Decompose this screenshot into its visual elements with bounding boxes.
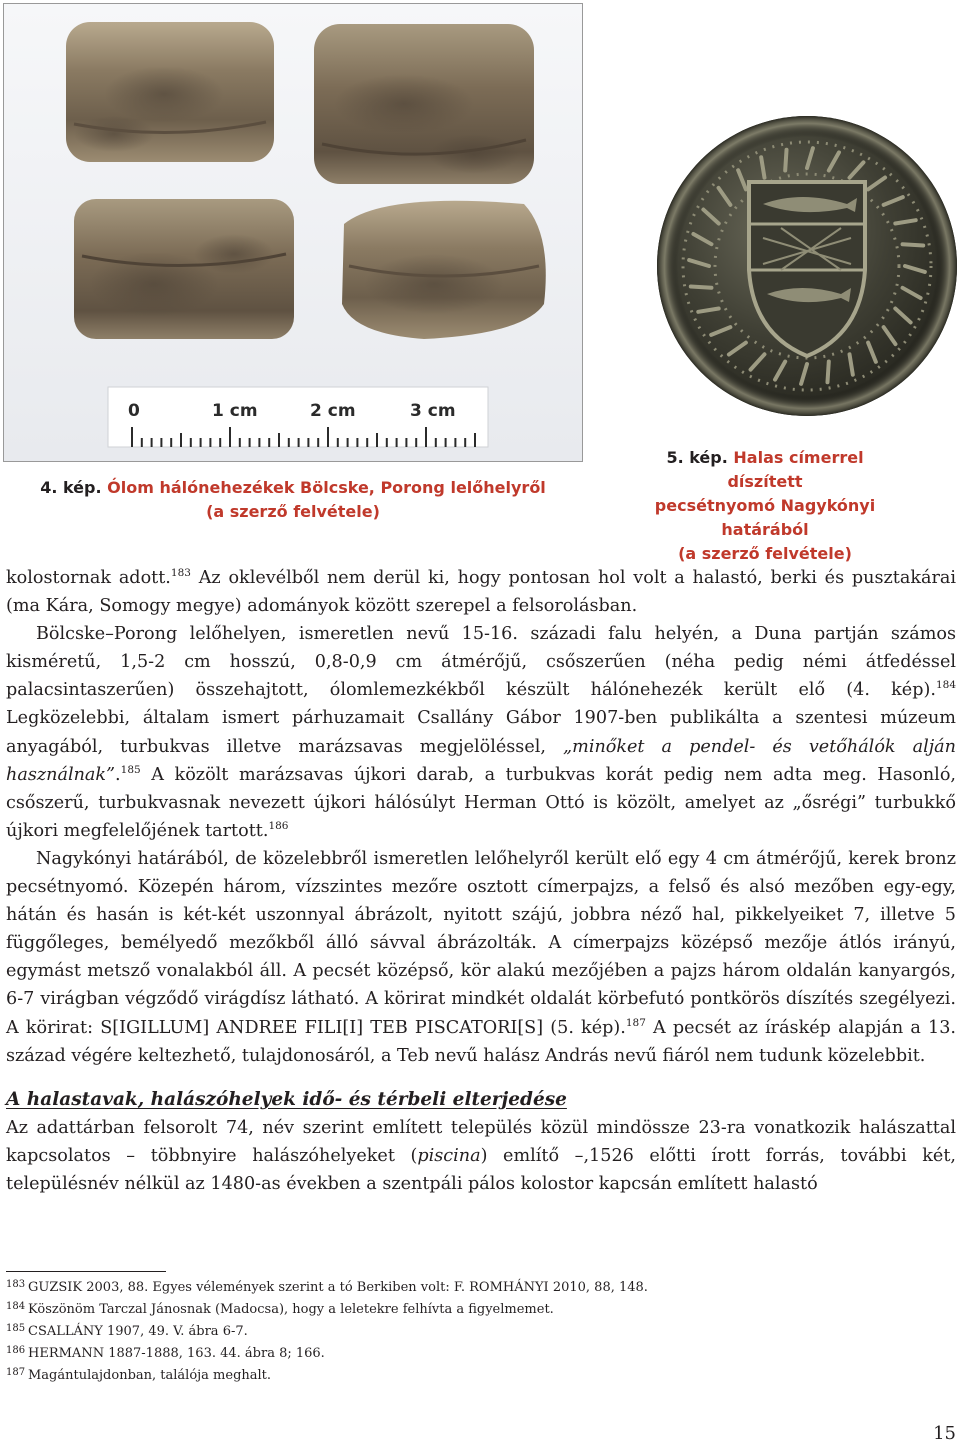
text-run: Az oklevélből nem derül ki, hogy pontosan hol volt a halastó, berki és pusztakárai (ma Kára, Somogy megye) adományok között szerepel a felsorolásban. xyxy=(6,568,956,617)
text-run: kolostornak adott. xyxy=(6,568,171,588)
text-run: A pecsét az íráskép alapján a 13. század végére keltezhető, tulajdonosáról, a Teb nevű halász András nevű fiáról nem tudunk közelebbit. xyxy=(6,1017,956,1066)
figure-5-photo xyxy=(651,94,960,438)
footnotes xyxy=(6,1277,946,1387)
section-paragraph xyxy=(6,1114,956,1198)
footnote-text: HERMANN 1887-1888, 163. 44. ábra 8; 166. xyxy=(28,1346,325,1361)
text-run: Bölcske–Porong lelőhelyen, ismeretlen nevű 15-16. századi falu helyén, a Duna partján számos kisméretű, 1,5-2 cm hosszú, 0,8-0,9 cm átmérőjű, csőszerűen (néha pedig némi átfedéssel palacsintaszerűen) összehajtott, ólomlemezkékből készült hálónehezék került elő (4. kép). xyxy=(6,624,956,701)
figure-4-caption-text: Ólom hálónehezékek Bölcske, Porong lelőhelyről xyxy=(107,478,546,497)
ruler-label-2cm: 2 cm xyxy=(310,401,356,421)
main-text xyxy=(6,564,956,1198)
ruler-label-3cm: 3 cm xyxy=(410,401,456,421)
quotation: „minőket a pendel- és vetőhálók alján használnak” xyxy=(6,736,956,785)
ruler-label-1cm: 1 cm xyxy=(212,401,258,421)
footnote-text: Köszönöm Tarczal Jánosnak (Madocsa), hogy a leletekre felhívta a figyelmemet. xyxy=(28,1302,554,1317)
seal-image xyxy=(651,94,960,438)
footnote-number: 185 xyxy=(6,1323,26,1334)
figure-5-label: 5. kép. xyxy=(666,448,728,467)
footnote-text: GUZSIK 2003, 88. Egyes vélemények szerint a tó Berkiben volt: F. ROMHÁNYI 2010, 88, 148. xyxy=(28,1280,648,1295)
footnote-ref-186[interactable]: 186 xyxy=(268,819,289,832)
footnote-ref-185[interactable]: 185 xyxy=(120,763,141,776)
footnote-186 xyxy=(6,1343,946,1365)
section-heading: A halastavak, halászóhelyek idő- és térbeli elterjedése xyxy=(6,1088,567,1110)
figure-5-caption-text-2: pecsétnyomó Nagykónyi határából xyxy=(654,496,876,539)
footnote-ref-183[interactable]: 183 xyxy=(170,567,191,580)
footnote-divider xyxy=(6,1271,166,1272)
footnote-number: 183 xyxy=(6,1279,26,1290)
text-run: Nagykónyi határából, de közelebbről ismeretlen lelőhelyről került elő egy 4 cm átmérőjű, kerek bronz pecsétnyomó. Közepén három, vízszintes mezőre osztott címerpajzs, a felső és alsó mezőben egy-egy, hátán és hasán is két-két uszonnyal ábrázolt, nyitott szájú, jobbra néző hal, pikkelyeiket 7, illetve 5 függőleges, bemélyedő mezőkből álló sávval ábrázolták. A címerpajzs középső mezője átlós irányú, egymást metsző vonalakból áll. A pecsét középső, kör alakú mezőjében a pajzs három oldalán kanyargós, 6-7 virágban végződő virágdísz látható. A körirat mindkét oldalát körbefutó pontkörös díszítés szegélyezi. A körirat: S[IGILLUM] ANDREE FILI[I] TEB PISCATORI[S] (5. kép). xyxy=(6,848,956,1038)
page-number: 15 xyxy=(933,1423,956,1444)
paragraph-1 xyxy=(6,564,956,620)
seal-legend-stroke xyxy=(785,150,786,171)
text-run: ) említő –,1526 előtti írott forrás, további két, településnév nélkül az 1480-as években a szentpáli pálos kolostor kapcsán említett halastó xyxy=(6,1145,957,1194)
text-run: Az adattárban felsorolt 74, név szerint említett település közül mindössze 23-ra vonatkozik halászattal kapcsolatos – többnyire halászóhelyeket ( xyxy=(6,1117,956,1166)
figure-5-caption xyxy=(640,446,890,566)
footnote-number: 184 xyxy=(6,1301,26,1312)
footnote-187 xyxy=(6,1365,946,1387)
scale-ruler xyxy=(108,387,488,447)
lead-weight-2 xyxy=(314,24,534,184)
footnote-ref-184[interactable]: 184 xyxy=(935,679,956,692)
figure-4-label: 4. kép. xyxy=(40,478,102,497)
figure-5-caption-line-1 xyxy=(640,446,890,494)
footnote-text: CSALLÁNY 1907, 49. V. ábra 6-7. xyxy=(28,1324,248,1339)
ruler-label-0: 0 xyxy=(128,401,140,421)
latin-term: piscina xyxy=(417,1145,481,1166)
figure-4-credit: (a szerző felvétele) xyxy=(206,502,380,521)
lead-weight-3 xyxy=(74,199,294,339)
footnote-text: Magántulajdonban, találója meghalt. xyxy=(28,1368,272,1383)
figure-4-caption xyxy=(40,476,546,524)
figure-4-caption-line xyxy=(40,476,546,500)
text-run: Legközelebbi, általam ismert párhuzamait Csallány Gábor 1907-ben publikálta a szentesi múzeum anyagából, turbukvas illetve marázsavas megjelöléssel, xyxy=(6,708,956,757)
seal-legend-stroke xyxy=(827,362,828,383)
footnote-184 xyxy=(6,1299,946,1321)
seal-legend-stroke xyxy=(691,286,712,287)
footnote-number: 186 xyxy=(6,1345,26,1356)
text-run: . xyxy=(115,764,121,785)
lead-weights-image xyxy=(4,4,582,461)
footnote-185 xyxy=(6,1321,946,1343)
text-run: A közölt marázsavas újkori darab, a turbukvas korát pedig nem adta meg. Hasonló, csőszerű, turbukvasnak nevezett újkori hálósúlyt Herman Ottó is közölt, amelyet az „ősrégi” turbukkő újkori megfelelőjének tartott. xyxy=(6,764,956,841)
lead-weight-1 xyxy=(66,22,274,162)
seal-legend-stroke xyxy=(903,244,924,245)
footnote-number: 187 xyxy=(6,1367,26,1378)
figure-5-credit: (a szerző felvétele) xyxy=(678,544,852,563)
paragraph-3 xyxy=(6,845,956,1070)
figure-5-caption-text-1: Halas címerrel díszített xyxy=(727,448,864,491)
footnote-183 xyxy=(6,1277,946,1299)
lead-weight-4 xyxy=(342,201,546,339)
footnote-ref-187[interactable]: 187 xyxy=(625,1016,646,1029)
figure-4-photo xyxy=(3,3,583,462)
paragraph-2 xyxy=(6,620,956,845)
